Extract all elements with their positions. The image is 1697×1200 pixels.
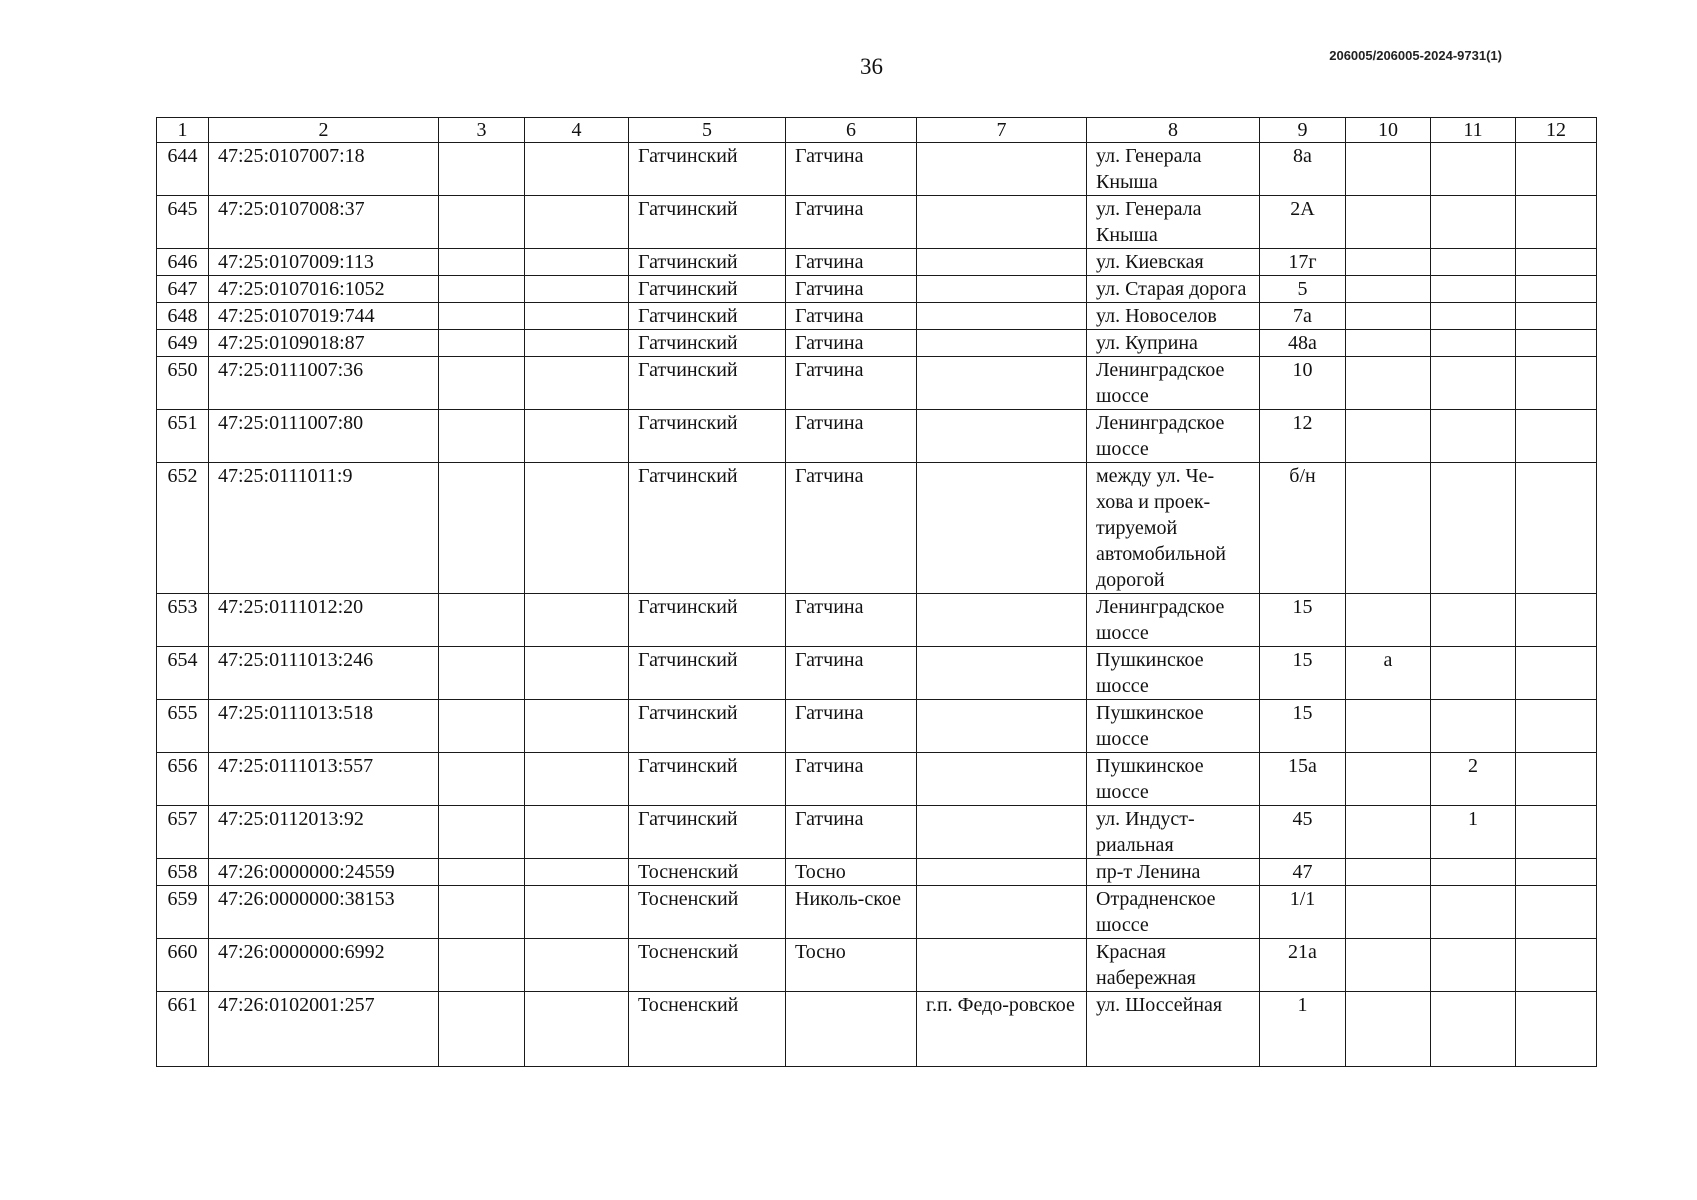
column-4-cell: [525, 806, 629, 859]
locality-cell: г.п. Федо-ровское: [917, 992, 1087, 1067]
settlement-cell: Гатчина: [786, 143, 917, 196]
street-cell: ул. Старая дорога: [1087, 276, 1260, 303]
district-cell: Тосненский: [629, 886, 786, 939]
table-row: [157, 594, 1597, 647]
column-3-cell: [439, 276, 525, 303]
district-cell: Гатчинский: [629, 806, 786, 859]
settlement-cell: Гатчина: [786, 753, 917, 806]
column-11-cell: [1431, 463, 1516, 594]
column-11-cell: [1431, 276, 1516, 303]
row-number: 653: [157, 594, 209, 647]
street-cell: Пушкинское шоссе: [1087, 647, 1260, 700]
column-4-cell: [525, 463, 629, 594]
column-12-cell: [1516, 992, 1597, 1067]
column-3-cell: [439, 303, 525, 330]
locality-cell: [917, 463, 1087, 594]
column-10-cell: а: [1346, 647, 1431, 700]
locality-cell: [917, 886, 1087, 939]
column-11-cell: [1431, 700, 1516, 753]
settlement-cell: Гатчина: [786, 700, 917, 753]
street-cell: ул. Куприна: [1087, 330, 1260, 357]
settlement-cell: Гатчина: [786, 806, 917, 859]
street-cell: Пушкинское шоссе: [1087, 753, 1260, 806]
column-header: 7: [917, 118, 1087, 143]
column-10-cell: [1346, 992, 1431, 1067]
house-number-cell: 15а: [1260, 753, 1346, 806]
column-3-cell: [439, 886, 525, 939]
cadastral-number: 47:25:0111011:9: [209, 463, 439, 594]
district-cell: Тосненский: [629, 939, 786, 992]
street-cell: Ленинградское шоссе: [1087, 594, 1260, 647]
district-cell: Тосненский: [629, 859, 786, 886]
table-row: [157, 357, 1597, 410]
settlement-cell: [786, 992, 917, 1067]
house-number-cell: 2А: [1260, 196, 1346, 249]
column-3-cell: [439, 992, 525, 1067]
table-row: [157, 886, 1597, 939]
column-4-cell: [525, 330, 629, 357]
column-12-cell: [1516, 330, 1597, 357]
column-11-cell: [1431, 330, 1516, 357]
column-3-cell: [439, 700, 525, 753]
column-11-cell: [1431, 410, 1516, 463]
column-10-cell: [1346, 806, 1431, 859]
table-row: [157, 753, 1597, 806]
district-cell: Гатчинский: [629, 594, 786, 647]
street-cell: ул. Генерала Кныша: [1087, 143, 1260, 196]
locality-cell: [917, 753, 1087, 806]
cadastral-number: 47:26:0000000:38153: [209, 886, 439, 939]
table-row: [157, 303, 1597, 330]
district-cell: Гатчинский: [629, 330, 786, 357]
district-cell: Гатчинский: [629, 700, 786, 753]
row-number: 655: [157, 700, 209, 753]
column-11-cell: [1431, 143, 1516, 196]
locality-cell: [917, 249, 1087, 276]
house-number-cell: 5: [1260, 276, 1346, 303]
document-code: 206005/206005-2024-9731(1): [1329, 48, 1502, 63]
column-4-cell: [525, 886, 629, 939]
column-4-cell: [525, 859, 629, 886]
house-number-cell: 21а: [1260, 939, 1346, 992]
settlement-cell: Николь-ское: [786, 886, 917, 939]
locality-cell: [917, 647, 1087, 700]
house-number-cell: 8а: [1260, 143, 1346, 196]
row-number: 659: [157, 886, 209, 939]
column-4-cell: [525, 992, 629, 1067]
row-number: 647: [157, 276, 209, 303]
column-12-cell: [1516, 249, 1597, 276]
table-row: [157, 992, 1597, 1067]
column-10-cell: [1346, 357, 1431, 410]
row-number: 651: [157, 410, 209, 463]
cadastral-number: 47:25:0109018:87: [209, 330, 439, 357]
settlement-cell: Гатчина: [786, 410, 917, 463]
cadastral-number: 47:25:0111007:36: [209, 357, 439, 410]
column-4-cell: [525, 303, 629, 330]
cadastral-number: 47:25:0111007:80: [209, 410, 439, 463]
table-row: [157, 276, 1597, 303]
street-cell: Ленинградское шоссе: [1087, 357, 1260, 410]
house-number-cell: 12: [1260, 410, 1346, 463]
district-cell: Гатчинский: [629, 276, 786, 303]
locality-cell: [917, 196, 1087, 249]
cadastral-number: 47:25:0107009:113: [209, 249, 439, 276]
column-4-cell: [525, 410, 629, 463]
column-10-cell: [1346, 410, 1431, 463]
house-number-cell: 15: [1260, 594, 1346, 647]
column-11-cell: 1: [1431, 806, 1516, 859]
column-header: 3: [439, 118, 525, 143]
column-10-cell: [1346, 700, 1431, 753]
column-3-cell: [439, 249, 525, 276]
column-header: 4: [525, 118, 629, 143]
row-number: 657: [157, 806, 209, 859]
house-number-cell: 47: [1260, 859, 1346, 886]
column-12-cell: [1516, 859, 1597, 886]
table-row: [157, 249, 1597, 276]
column-11-cell: [1431, 249, 1516, 276]
cadastral-number: 47:25:0111013:557: [209, 753, 439, 806]
cadastral-number: 47:25:0111012:20: [209, 594, 439, 647]
district-cell: Гатчинский: [629, 647, 786, 700]
column-10-cell: [1346, 330, 1431, 357]
column-header: 11: [1431, 118, 1516, 143]
row-number: 649: [157, 330, 209, 357]
column-4-cell: [525, 700, 629, 753]
cadastral-number: 47:25:0107007:18: [209, 143, 439, 196]
district-cell: Гатчинский: [629, 410, 786, 463]
table-body: [157, 143, 1597, 1067]
column-11-cell: [1431, 357, 1516, 410]
row-number: 661: [157, 992, 209, 1067]
table-row: [157, 647, 1597, 700]
column-10-cell: [1346, 276, 1431, 303]
row-number: 648: [157, 303, 209, 330]
street-cell: Красная набережная: [1087, 939, 1260, 992]
house-number-cell: 1/1: [1260, 886, 1346, 939]
column-3-cell: [439, 753, 525, 806]
column-4-cell: [525, 594, 629, 647]
column-3-cell: [439, 330, 525, 357]
column-12-cell: [1516, 886, 1597, 939]
row-number: 658: [157, 859, 209, 886]
row-number: 660: [157, 939, 209, 992]
cadastral-number: 47:26:0102001:257: [209, 992, 439, 1067]
locality-cell: [917, 410, 1087, 463]
row-number: 652: [157, 463, 209, 594]
settlement-cell: Гатчина: [786, 249, 917, 276]
locality-cell: [917, 939, 1087, 992]
page-number: 36: [860, 54, 883, 79]
column-3-cell: [439, 594, 525, 647]
table-row: [157, 143, 1597, 196]
column-3-cell: [439, 939, 525, 992]
house-number-cell: 15: [1260, 647, 1346, 700]
row-number: 650: [157, 357, 209, 410]
locality-cell: [917, 859, 1087, 886]
column-10-cell: [1346, 463, 1431, 594]
house-number-cell: 45: [1260, 806, 1346, 859]
locality-cell: [917, 303, 1087, 330]
column-12-cell: [1516, 463, 1597, 594]
locality-cell: [917, 700, 1087, 753]
column-12-cell: [1516, 700, 1597, 753]
column-11-cell: [1431, 886, 1516, 939]
column-11-cell: [1431, 196, 1516, 249]
column-12-cell: [1516, 647, 1597, 700]
street-cell: пр-т Ленина: [1087, 859, 1260, 886]
district-cell: Гатчинский: [629, 196, 786, 249]
row-number: 644: [157, 143, 209, 196]
column-12-cell: [1516, 939, 1597, 992]
house-number-cell: 15: [1260, 700, 1346, 753]
column-11-cell: [1431, 303, 1516, 330]
column-12-cell: [1516, 276, 1597, 303]
cadastral-number: 47:25:0111013:246: [209, 647, 439, 700]
column-10-cell: [1346, 143, 1431, 196]
column-10-cell: [1346, 939, 1431, 992]
column-12-cell: [1516, 753, 1597, 806]
locality-cell: [917, 357, 1087, 410]
street-cell: ул. Новоселов: [1087, 303, 1260, 330]
column-header: 2: [209, 118, 439, 143]
column-10-cell: [1346, 753, 1431, 806]
column-12-cell: [1516, 806, 1597, 859]
settlement-cell: Гатчина: [786, 594, 917, 647]
row-number: 646: [157, 249, 209, 276]
table-row: [157, 330, 1597, 357]
registry-table: [156, 117, 1597, 1067]
cadastral-number: 47:25:0111013:518: [209, 700, 439, 753]
column-11-cell: [1431, 939, 1516, 992]
cadastral-number: 47:25:0107019:744: [209, 303, 439, 330]
column-4-cell: [525, 276, 629, 303]
column-12-cell: [1516, 196, 1597, 249]
column-12-cell: [1516, 303, 1597, 330]
locality-cell: [917, 276, 1087, 303]
locality-cell: [917, 806, 1087, 859]
column-11-cell: [1431, 992, 1516, 1067]
column-3-cell: [439, 410, 525, 463]
column-4-cell: [525, 196, 629, 249]
settlement-cell: Гатчина: [786, 303, 917, 330]
street-cell: ул. Индуст-риальная: [1087, 806, 1260, 859]
table-row: [157, 196, 1597, 249]
column-header: 6: [786, 118, 917, 143]
street-cell: между ул. Че-хова и проек-тируемой автомобильной дорогой: [1087, 463, 1260, 594]
house-number-cell: 48а: [1260, 330, 1346, 357]
settlement-cell: Гатчина: [786, 330, 917, 357]
column-10-cell: [1346, 303, 1431, 330]
locality-cell: [917, 330, 1087, 357]
table-row: [157, 410, 1597, 463]
column-header: 10: [1346, 118, 1431, 143]
district-cell: Тосненский: [629, 992, 786, 1067]
column-4-cell: [525, 249, 629, 276]
settlement-cell: Гатчина: [786, 196, 917, 249]
district-cell: Гатчинский: [629, 303, 786, 330]
table-row: [157, 806, 1597, 859]
district-cell: Гатчинский: [629, 143, 786, 196]
table-row: [157, 939, 1597, 992]
column-11-cell: [1431, 647, 1516, 700]
street-cell: ул. Генерала Кныша: [1087, 196, 1260, 249]
table-row: [157, 463, 1597, 594]
house-number-cell: 1: [1260, 992, 1346, 1067]
street-cell: Отрадненское шоссе: [1087, 886, 1260, 939]
district-cell: Гатчинский: [629, 249, 786, 276]
column-4-cell: [525, 939, 629, 992]
column-12-cell: [1516, 594, 1597, 647]
column-3-cell: [439, 806, 525, 859]
cadastral-number: 47:26:0000000:24559: [209, 859, 439, 886]
street-cell: ул. Киевская: [1087, 249, 1260, 276]
settlement-cell: Гатчина: [786, 463, 917, 594]
column-header: 1: [157, 118, 209, 143]
street-cell: ул. Шоссейная: [1087, 992, 1260, 1067]
column-3-cell: [439, 647, 525, 700]
district-cell: Гатчинский: [629, 357, 786, 410]
table-header-row: [157, 118, 1597, 143]
cadastral-number: 47:25:0112013:92: [209, 806, 439, 859]
settlement-cell: Тосно: [786, 939, 917, 992]
column-4-cell: [525, 647, 629, 700]
table-row: [157, 859, 1597, 886]
locality-cell: [917, 143, 1087, 196]
column-12-cell: [1516, 357, 1597, 410]
column-3-cell: [439, 357, 525, 410]
column-header: 8: [1087, 118, 1260, 143]
settlement-cell: Тосно: [786, 859, 917, 886]
house-number-cell: 7а: [1260, 303, 1346, 330]
column-4-cell: [525, 143, 629, 196]
district-cell: Гатчинский: [629, 463, 786, 594]
column-10-cell: [1346, 886, 1431, 939]
house-number-cell: 10: [1260, 357, 1346, 410]
row-number: 656: [157, 753, 209, 806]
column-12-cell: [1516, 410, 1597, 463]
house-number-cell: б/н: [1260, 463, 1346, 594]
column-10-cell: [1346, 249, 1431, 276]
column-header: 12: [1516, 118, 1597, 143]
column-10-cell: [1346, 859, 1431, 886]
column-3-cell: [439, 859, 525, 886]
column-3-cell: [439, 463, 525, 594]
district-cell: Гатчинский: [629, 753, 786, 806]
street-cell: Ленинградское шоссе: [1087, 410, 1260, 463]
column-3-cell: [439, 143, 525, 196]
cadastral-number: 47:25:0107008:37: [209, 196, 439, 249]
settlement-cell: Гатчина: [786, 276, 917, 303]
column-12-cell: [1516, 143, 1597, 196]
street-cell: Пушкинское шоссе: [1087, 700, 1260, 753]
column-header: 5: [629, 118, 786, 143]
row-number: 645: [157, 196, 209, 249]
locality-cell: [917, 594, 1087, 647]
column-11-cell: [1431, 594, 1516, 647]
column-3-cell: [439, 196, 525, 249]
column-4-cell: [525, 357, 629, 410]
column-10-cell: [1346, 594, 1431, 647]
row-number: 654: [157, 647, 209, 700]
column-4-cell: [525, 753, 629, 806]
settlement-cell: Гатчина: [786, 357, 917, 410]
cadastral-number: 47:25:0107016:1052: [209, 276, 439, 303]
column-10-cell: [1346, 196, 1431, 249]
cadastral-number: 47:26:0000000:6992: [209, 939, 439, 992]
column-11-cell: [1431, 859, 1516, 886]
column-header: 9: [1260, 118, 1346, 143]
column-11-cell: 2: [1431, 753, 1516, 806]
house-number-cell: 17г: [1260, 249, 1346, 276]
table-row: [157, 700, 1597, 753]
settlement-cell: Гатчина: [786, 647, 917, 700]
